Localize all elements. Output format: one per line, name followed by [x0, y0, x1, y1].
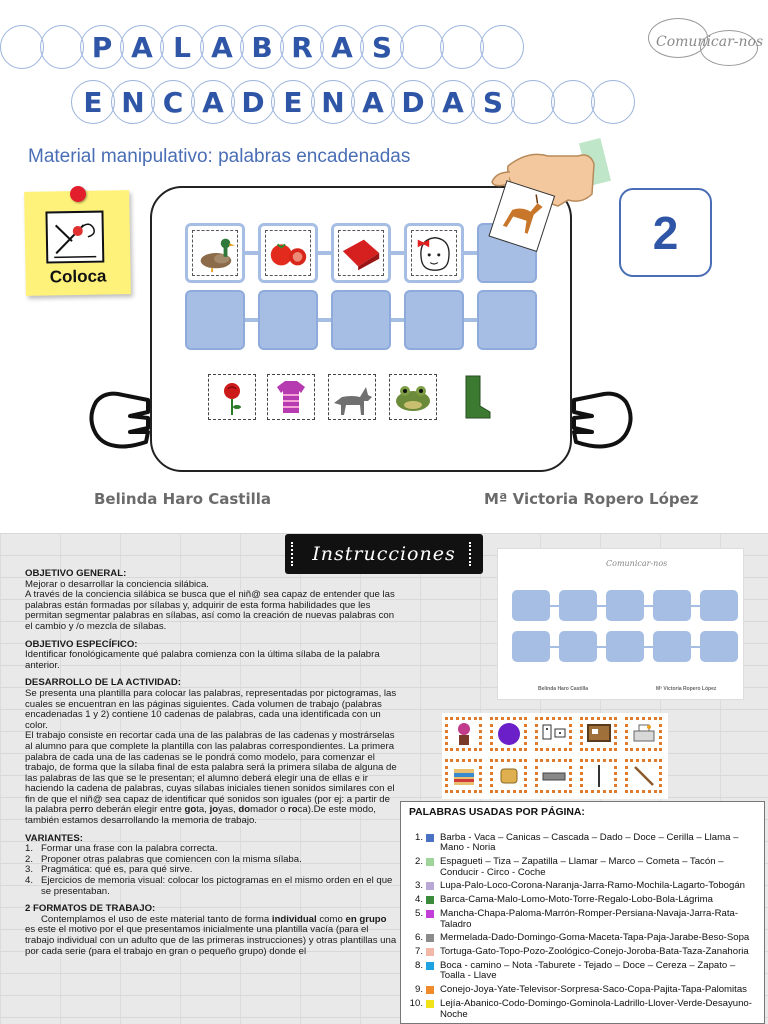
paragraph: Contemplamos el uso de este material tanto de forma individual como en grupo es este el motivo por el que presentamos inicialmente una plantilla vacía (para el trabajo individual con un adulto que de las primeras instrucciones) y otras plantillas una por cada serie (para el trabajo en gran o pequeño grupo) donde el: [25, 913, 397, 957]
paragraph: Se presenta una plantilla para colocar las palabras, representadas por pictogramas, las cuales se encuentran en las páginas siguientes. Cada volumen de trabajo (palabras encadenadas 1 y 2) contiene 10 cadenas de palabras, cada una identificada con un color.: [25, 687, 397, 731]
slot-empty-6[interactable]: [185, 290, 245, 350]
list-item: 1. Formar una frase con la palabra correcta.: [25, 843, 218, 855]
brand-text: Comunicar-nos: [656, 34, 764, 50]
color-swatch: [426, 896, 434, 904]
words-used-box: [400, 801, 765, 1024]
words-used-item: 3. Lupa-Palo-Loco-Corona-Naranja-Jarra-Ramo-Mochila-Lagarto-Tobogán: [414, 880, 746, 892]
brush-icon: [580, 759, 617, 793]
empty-letter-circle: [0, 25, 44, 69]
section-heading: OBJETIVO GENERAL:: [25, 568, 127, 579]
color-swatch: [426, 882, 434, 890]
right-hand-icon: [568, 380, 634, 457]
striped-shirt-icon: [271, 377, 311, 417]
section-heading: VARIANTES:: [25, 832, 83, 844]
sample-cards: [442, 713, 668, 799]
title-letter-circle: S: [471, 80, 515, 124]
slot-empty-8[interactable]: [331, 290, 391, 350]
card-rose[interactable]: [208, 374, 256, 420]
section-heading: OBJETIVO ESPECÍFICO:: [25, 638, 138, 650]
towel-icon: [445, 759, 482, 793]
author-right: Mª Victoria Ropero López: [484, 490, 699, 508]
title-letter-circle: B: [240, 25, 284, 69]
title-word-encadenadas: [71, 80, 631, 124]
list-item: 3. Pragmática: qué es, para qué sirve.: [25, 864, 193, 876]
words-used-list: [409, 833, 756, 1021]
words-used-item: 8. Boca - camino – Nota -Taburete - Tejado – Doce – Cereza – Zapato – Toalla - Llave: [414, 959, 736, 982]
frog-icon: [391, 377, 435, 417]
thumbnail-brand: Comunicar-nos: [606, 559, 668, 568]
slot-duck[interactable]: [185, 223, 245, 283]
pushpin-icon: [70, 186, 86, 202]
title-letter-circle: N: [311, 80, 355, 124]
empty-letter-circle: [511, 80, 555, 124]
paragraph: El trabajo consiste en recortar cada una de las palabras de las cadenas y mostrárselas al alumno para que complete la plantilla con las palabras correspondientes. La primera palabra de cada una de las cadenas se le pondrá como modelo, para comenzar el trabajo, de forma que la sílaba final de esta palabra será la primera sílaba de alguna de las palabras de las que se le presentan; el alumno deberá elegir una de ellas e ir haciendo la cadena de palabras, cuyas sílabas iniciales tienen sonidos similares con el fin de que el niñ@ sea capaz de identificar qué sonidos son iguales (por ej: a partir de la palabra perro deberán elegir entre gota, joyas, domador o roca).De este modo, también estamos desarrollando la memoria de trabajo.: [25, 730, 397, 827]
words-used-item: 7. Tortuga-Gato-Topo-Pozo-Zoológico-Conejo-Joroba-Bata-Taza-Zanahoria: [414, 946, 749, 958]
wolf-icon: [330, 377, 374, 417]
title-letter-circle: A: [200, 25, 244, 69]
empty-letter-circle: [551, 80, 595, 124]
rose-icon: [212, 377, 252, 417]
title-letter-circle: E: [271, 80, 315, 124]
variants-list: [25, 844, 397, 897]
printer-icon: [625, 717, 662, 751]
words-used-item: 2. Espagueti – Tiza – Zapatilla – Llamar – Marco – Cometa – Tacón – Conducir - Circo - Coche: [414, 855, 724, 878]
section-heading: 2 FORMATOS DE TRABAJO:: [25, 903, 156, 915]
title-letter-circle: A: [351, 80, 395, 124]
title-letter-circle: S: [360, 25, 404, 69]
instructions-section: [0, 533, 768, 1024]
words-used-item: 9. Conejo-Joya-Yate-Televisor-Sorpresa-Saco-Copa-Pajita-Tapa-Palomitas: [414, 984, 747, 996]
coloca-label: Coloca: [49, 266, 107, 287]
duck-icon: [192, 230, 238, 276]
card-number: 2: [619, 188, 712, 277]
paragraph: A través de la conciencia silábica se busca que el niñ@ sea capaz de entender que las palabras están formadas por sílabas y, adquirir de esta forma habilidades que les permitan segmentar palabras en sílabas, así como la creación de nuevas palabras con el cambio y /o mezcla de sílabas.: [25, 589, 395, 632]
card-shirt[interactable]: [267, 374, 315, 420]
card-boot[interactable]: [450, 374, 498, 420]
instructions-text: [25, 569, 397, 957]
slot-tomato[interactable]: [258, 223, 318, 283]
slot-girl[interactable]: [404, 223, 464, 283]
title-letter-circle: L: [160, 25, 204, 69]
title-letter-circle: D: [391, 80, 435, 124]
words-used-item: 1. Barba - Vaca – Canicas – Cascada – Dado – Doce – Cerilla – Llama – Mano - Noria: [414, 831, 739, 854]
title-letter-circle: A: [120, 25, 164, 69]
color-swatch: [426, 1000, 434, 1008]
paragraph: Mejorar o desarrollar la conciencia silábica.: [25, 578, 209, 590]
keyboard-icon: [535, 759, 572, 793]
title-letter-circle: N: [111, 80, 155, 124]
title-letter-circle: D: [231, 80, 275, 124]
words-used-title: PALABRAS USADAS POR PÁGINA:: [409, 807, 585, 818]
list-item: 2. Proponer otras palabras que comiencen con la misma sílaba.: [25, 853, 302, 865]
card-wolf[interactable]: [328, 374, 376, 420]
color-swatch: [426, 948, 434, 956]
girl-with-bow-icon: [411, 230, 457, 276]
list-item: 4. Ejercicios de memoria visual: colocar los pictogramas en el mismo orden en el que se presentaban.: [25, 875, 393, 897]
title-letter-circle: E: [71, 80, 115, 124]
flower-pot-icon: [445, 717, 482, 751]
subtitle: Material manipulativo: palabras encadenadas: [28, 146, 411, 167]
tomato-icon: [265, 230, 311, 276]
color-swatch: [426, 910, 434, 918]
thumbnail-author-left: Belinda Haro Castilla: [538, 686, 589, 692]
empty-letter-circle: [480, 25, 524, 69]
words-used-item: 4. Barca-Cama-Malo-Lomo-Moto-Torre-Regalo-Lobo-Bola-Lágrima: [414, 894, 713, 906]
dominoes-icon: [535, 717, 572, 751]
empty-letter-circle: [40, 25, 84, 69]
color-swatch: [426, 962, 434, 970]
title-letter-circle: C: [151, 80, 195, 124]
slot-empty-7[interactable]: [258, 290, 318, 350]
stick-icon: [625, 759, 662, 793]
corkboard-icon: [580, 717, 617, 751]
title-word-palabras: [0, 25, 520, 69]
title-letter-circle: A: [431, 80, 475, 124]
slot-napkin[interactable]: [331, 223, 391, 283]
thumbnail-author-right: Mª Victoria Ropero López: [656, 686, 717, 692]
empty-letter-circle: [440, 25, 484, 69]
card-frog[interactable]: [389, 374, 437, 420]
title-letter-circle: A: [191, 80, 235, 124]
purple-circle-icon: [490, 717, 527, 751]
title-letter-circle: P: [80, 25, 124, 69]
coloca-postit: [24, 190, 131, 296]
instructions-banner: Instrucciones: [285, 534, 483, 574]
left-hand-icon: [88, 380, 154, 457]
words-used-item: 10. Lejía-Abanico-Codo-Domingo-Gominola-Ladrillo-Llover-Verde-Desayuno-Noche: [409, 998, 752, 1020]
title-letter-circle: R: [280, 25, 324, 69]
slot-empty-9[interactable]: [404, 290, 464, 350]
hand-holding-card: [488, 128, 612, 263]
color-swatch: [426, 858, 434, 866]
color-swatch: [426, 834, 434, 842]
color-swatch: [426, 934, 434, 942]
napkin-icon: [338, 230, 384, 276]
boot-icon: [454, 374, 494, 420]
empty-letter-circle: [591, 80, 635, 124]
paragraph: Identificar fonológicamente qué palabra comienza con la última sílaba de la palabra anterior.: [25, 649, 380, 671]
template-thumbnail: [497, 548, 744, 700]
title-letter-circle: A: [320, 25, 364, 69]
slot-empty-10[interactable]: [477, 290, 537, 350]
section-heading: DESARROLLO DE LA ACTIVIDAD:: [25, 677, 181, 689]
empty-letter-circle: [400, 25, 444, 69]
coin-icon: [490, 759, 527, 793]
author-left: Belinda Haro Castilla: [94, 490, 272, 508]
place-picto-icon: [45, 211, 104, 264]
color-swatch: [426, 986, 434, 994]
words-used-item: 6. Mermelada-Dado-Domingo-Goma-Maceta-Tapa-Paja-Jarabe-Beso-Sopa: [414, 932, 750, 944]
words-used-item: 5. Mancha-Chapa-Paloma-Marrón-Romper-Persiana-Navaja-Jarra-Rata-Taladro: [414, 907, 739, 930]
